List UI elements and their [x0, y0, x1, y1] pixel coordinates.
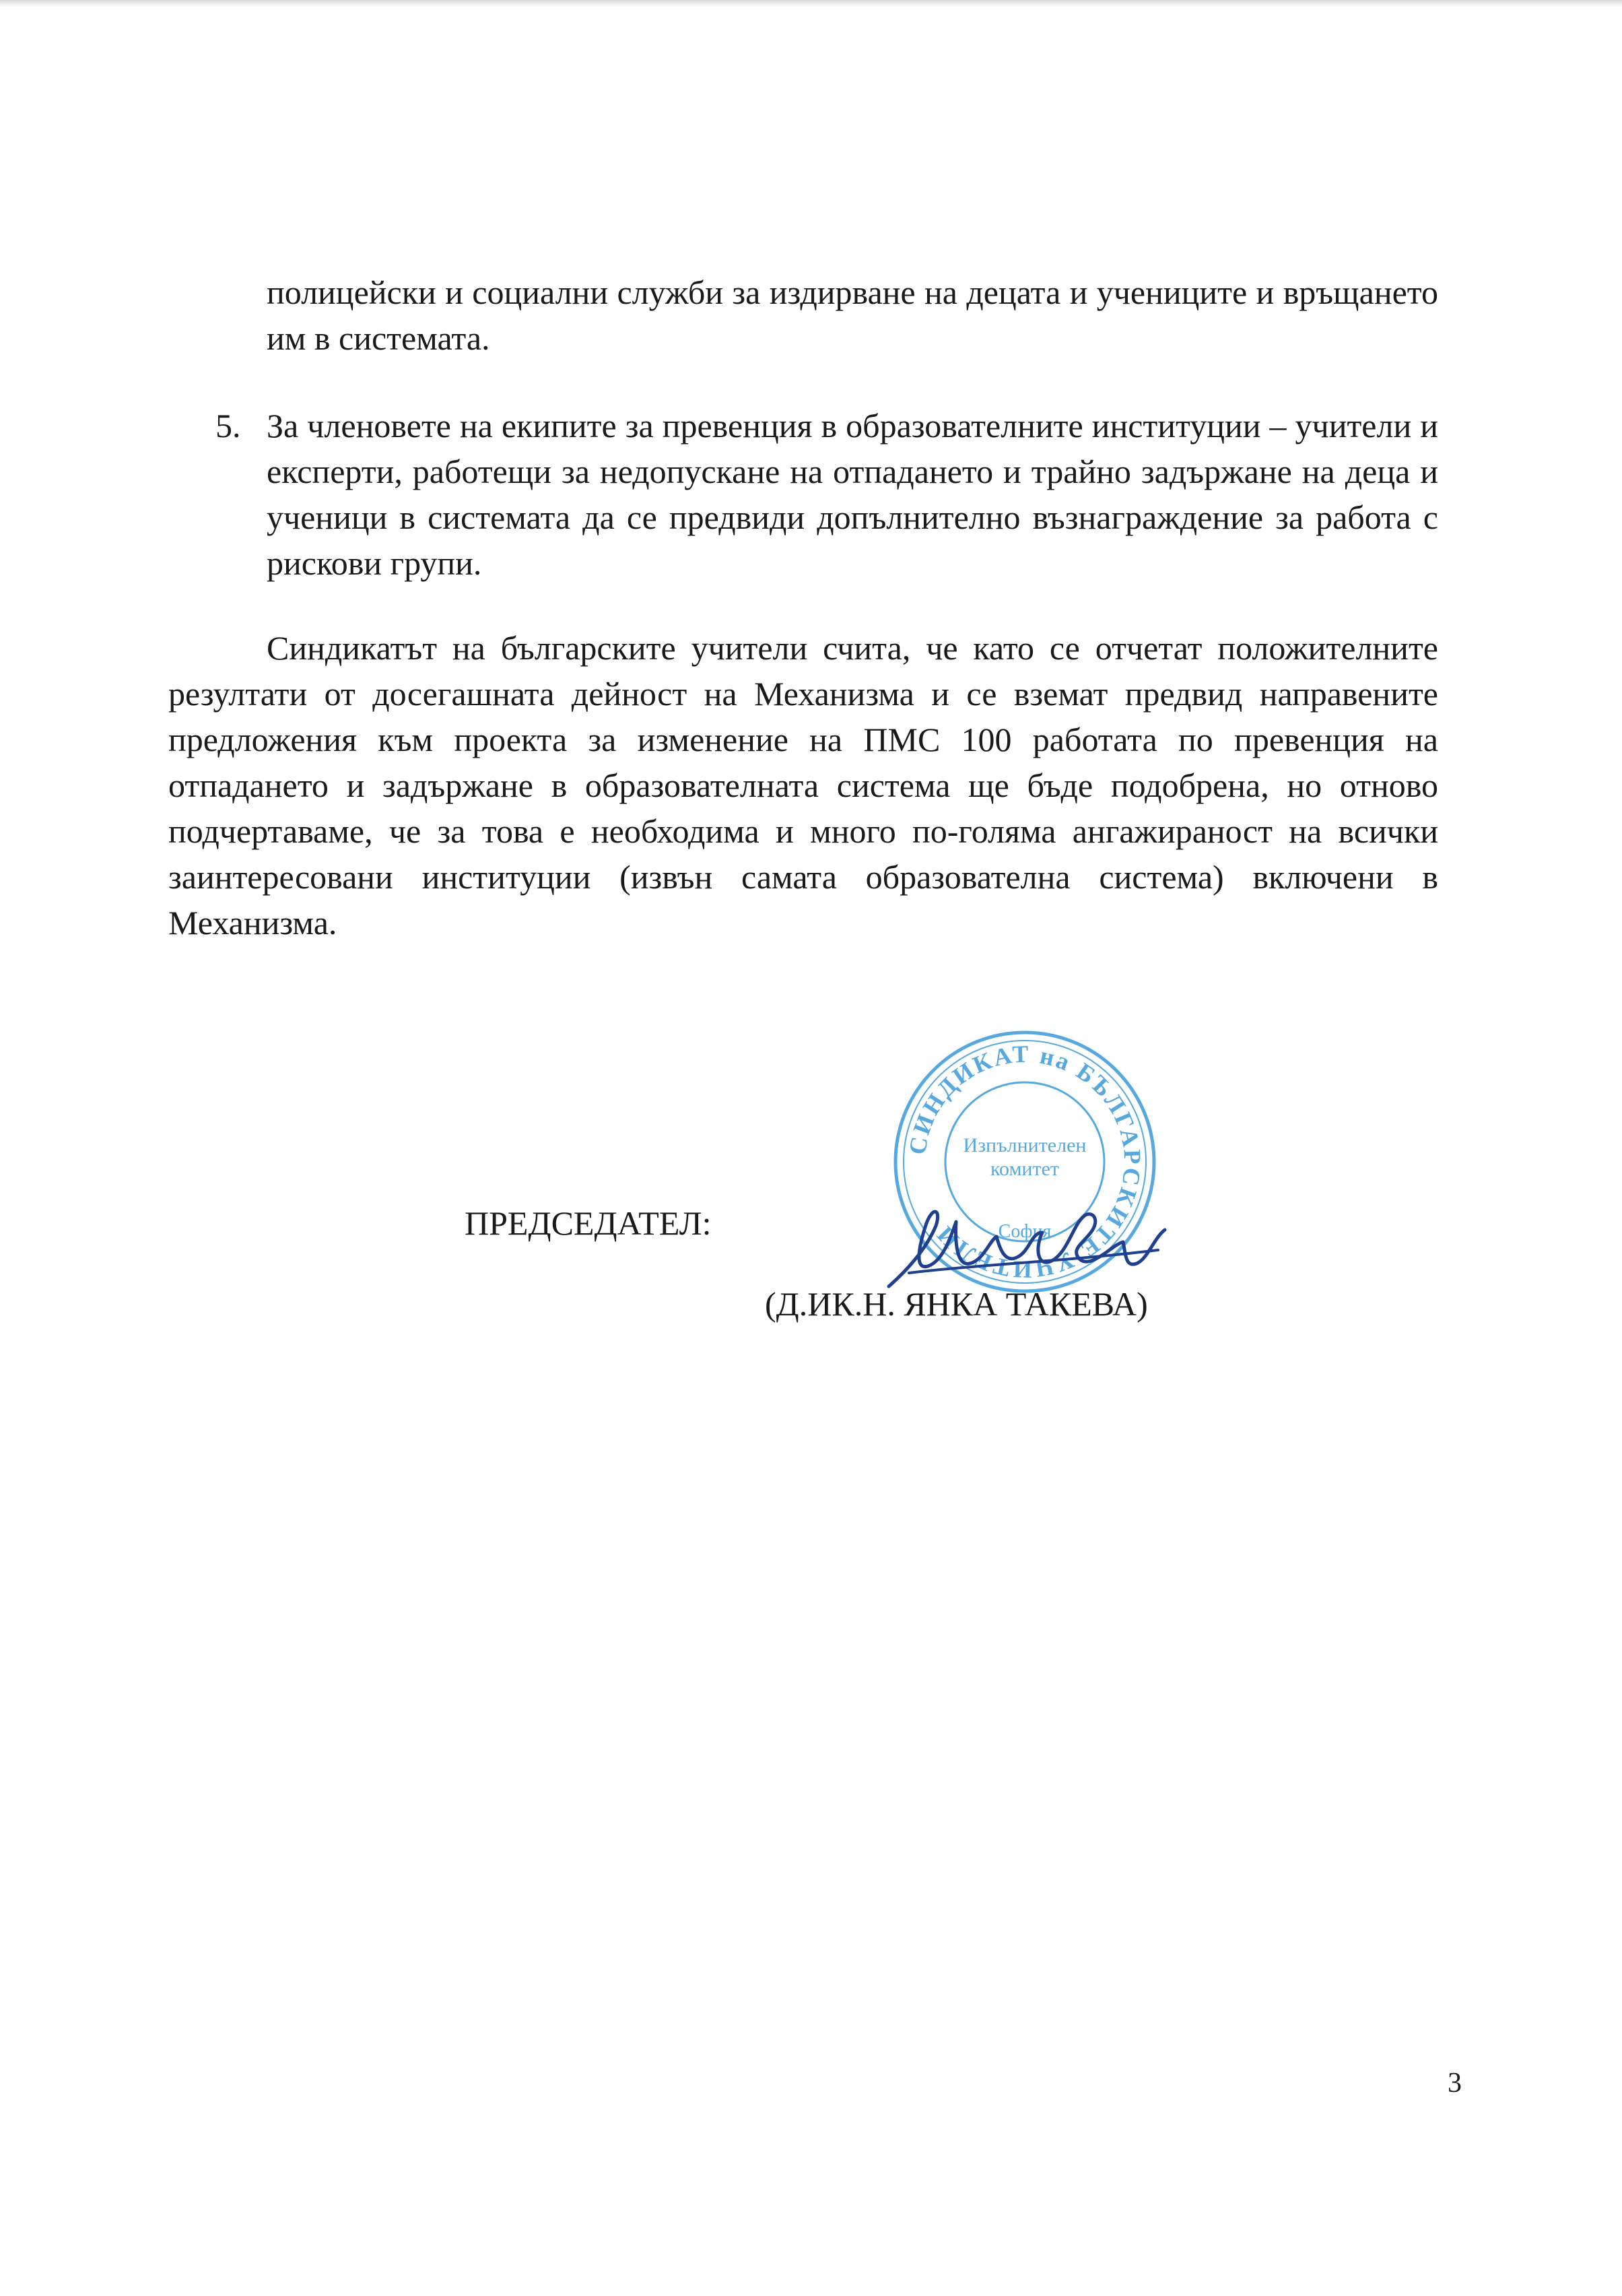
scan-edge	[0, 0, 1622, 7]
stamp-city: София	[998, 1221, 1052, 1242]
stamp-center-line1: Изпълнителен	[963, 1134, 1087, 1156]
handwritten-signature	[869, 1185, 1178, 1300]
list-item-text: За членовете на екипите за превенция в образователните институции – учители и експерти, работещи за недопускане на отпадането и трайно задържане на деца и ученици в системата да се предвиди допълнително възнаграждение за работа с рискови групи.	[267, 407, 1438, 582]
stamp-ring-text: СИНДИКАТ на БЪЛГАРСКИТЕ УЧИТЕЛИ	[903, 1040, 1147, 1284]
list-item-number: 5.	[215, 407, 241, 445]
stamp-center-line2: комитет	[990, 1158, 1060, 1180]
chairman-name: (Д.ИК.Н. ЯНКА ТАКЕВА)	[765, 1285, 1148, 1323]
chairman-title: ПРЕДСЕДАТЕЛ:	[465, 1204, 712, 1242]
main-paragraph: Синдикатът на българските учители счита, че като се отчетат положителните резултати от досегашната дейност на Механизма и се вземат предвид направените предложения към проекта за изменение на ПМС 100 работата по превенция на отпадането и задържане в образователната система ще бъде подобрена, но отново подчертаваме, че за това е необходима и много по-голяма ангажираност на всички заинтересовани институции (извън самата образователна система) включени в Механизма.	[168, 629, 1438, 942]
continuation-paragraph: полицейски и социални служби за издирване на децата и учениците и връщането им в системата.	[267, 273, 1438, 357]
page-number: 3	[1448, 2068, 1462, 2099]
